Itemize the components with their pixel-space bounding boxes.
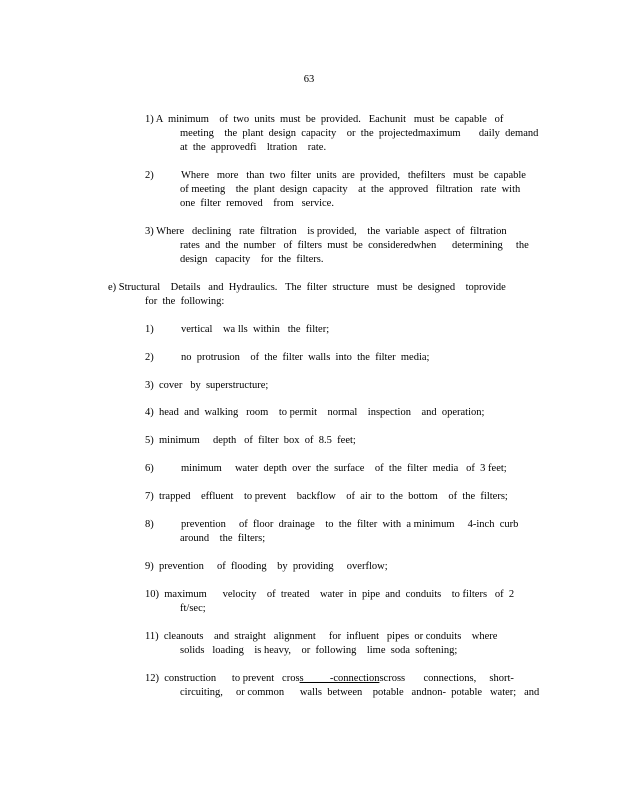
list-item-line: Where more than two filter units are provided, thefilters must be capable xyxy=(181,170,526,181)
section-heading xyxy=(108,281,538,309)
section-line: e) Structural Details and Hydraulics. The filter structure must be designed toprovide xyxy=(108,282,506,293)
list-item-text: 4) head and walking room to permit normal inspection and operation; xyxy=(145,407,485,418)
list-item-number: 8) xyxy=(145,519,154,530)
list-item xyxy=(145,323,540,337)
list-item xyxy=(145,379,540,393)
list-item xyxy=(145,672,540,700)
list-item-number: 2) xyxy=(145,352,154,363)
list-item-text: 11) cleanouts and straight alignment for influent pipes or conduits where xyxy=(145,631,498,642)
list-item-line: ft/sec; xyxy=(180,603,206,614)
list-item-line: meeting the plant design capacity or the projectedmaximum daily demand xyxy=(180,128,539,139)
list-item-text: minimum water depth over the surface of the filter media of 3 feet; xyxy=(181,463,507,474)
list-item xyxy=(145,560,540,574)
list-item-text: 9) prevention of flooding by providing overflow; xyxy=(145,561,388,572)
list-item-line: one filter removed from service. xyxy=(180,198,334,209)
list-item-text: scross connections, short- xyxy=(379,673,514,684)
list-item xyxy=(145,518,540,546)
list-item-number: 2) xyxy=(145,170,154,181)
list-item-line: circuiting, or common walls between potable andnon- potable water; and xyxy=(180,687,540,698)
list-item-line: at the approvedfi ltration rate. xyxy=(180,142,327,153)
list-item-underlined-text: s_____-connection xyxy=(299,673,380,684)
list-item xyxy=(145,490,540,504)
list-item-line: rates and the number of filters must be consideredwhen determining the xyxy=(180,240,529,251)
list-item xyxy=(145,588,540,616)
list-item-text: no protrusion of the filter walls into the filter media; xyxy=(181,352,430,363)
list-item xyxy=(145,113,540,155)
list-item xyxy=(145,351,540,365)
list-item-number: 6) xyxy=(145,463,154,474)
list-item-text: vertical wa lls within the filter; xyxy=(181,324,330,335)
list-item-text: 10) maximum velocity of treated water in pipe and conduits to filters of 2 xyxy=(145,589,515,600)
list-item-line: 1) A minimum of two units must be provided. Eachunit must be capable of xyxy=(145,114,504,125)
list-item-line: around the filters; xyxy=(180,533,266,544)
list-item xyxy=(145,225,540,267)
list-item xyxy=(145,169,540,211)
list-item xyxy=(145,434,540,448)
list-item xyxy=(145,462,540,476)
list-item-text: 3) cover by superstructure; xyxy=(145,380,269,391)
page-number: 63 xyxy=(303,74,315,85)
list-item-text: 5) minimum depth of filter box of 8.5 feet; xyxy=(145,435,356,446)
list-item-number: 1) xyxy=(145,324,154,335)
list-item xyxy=(145,630,540,658)
list-item-text: 12) construction to prevent cros xyxy=(145,673,300,684)
list-item-line: 3) Where declining rate filtration is provided, the variable aspect of filtration xyxy=(145,226,507,237)
list-item-text: prevention of floor drainage to the filter with a minimum 4-inch curb xyxy=(181,519,519,530)
list-item xyxy=(145,406,540,420)
list-item-line: of meeting the plant design capacity at the approved filtration rate with xyxy=(180,184,521,195)
list-item-line: design capacity for the filters. xyxy=(180,254,324,265)
list-item-text: 7) trapped effluent to prevent backflow of air to the bottom of the filters; xyxy=(145,491,508,502)
section-line: for the following: xyxy=(145,296,225,307)
list-item-line: solids loading is heavy, or following lime soda softening; xyxy=(180,645,458,656)
